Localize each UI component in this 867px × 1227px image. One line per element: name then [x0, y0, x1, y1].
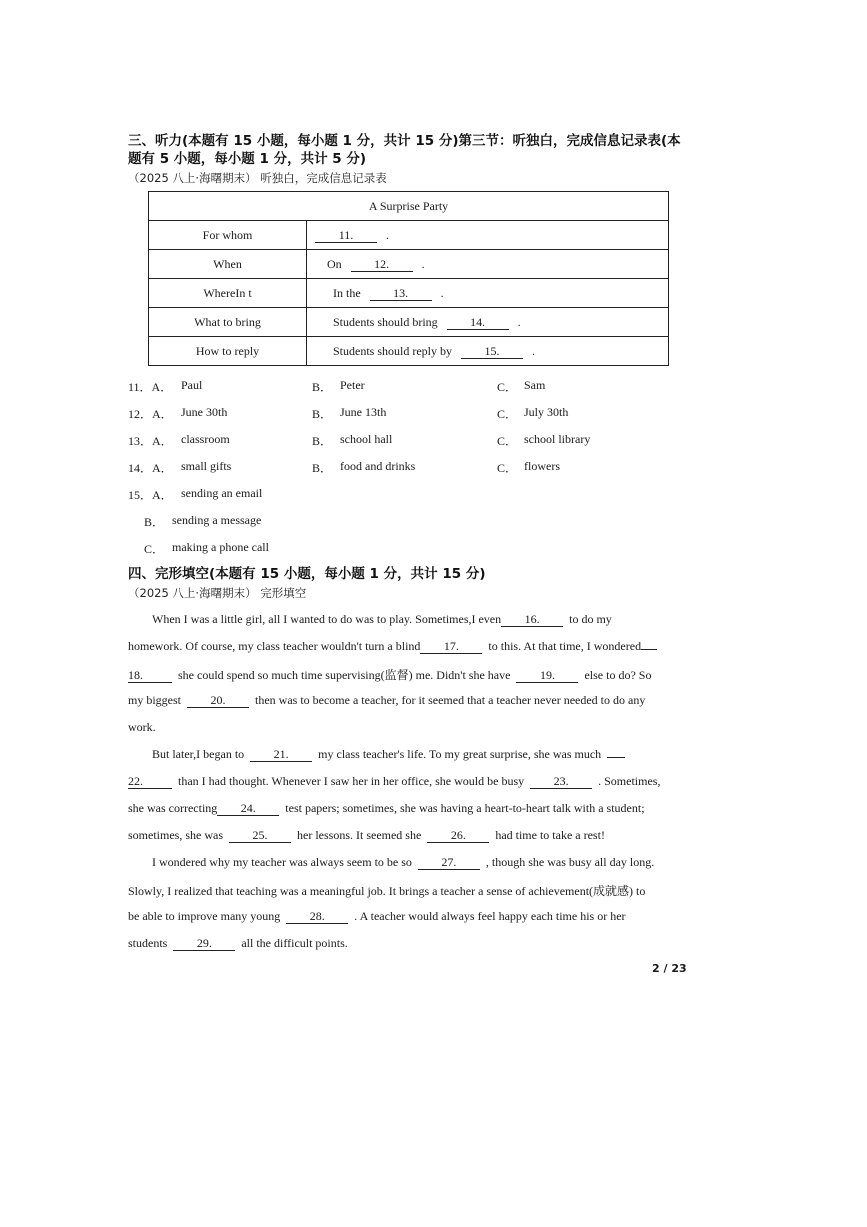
passage-text: she could spend so much time supervising(监督) me. Didn't she have — [178, 668, 511, 682]
question-13-option-c[interactable]: school library — [524, 432, 591, 446]
passage-line — [128, 801, 645, 816]
passage-text: students — [128, 936, 168, 950]
passage-line — [128, 639, 657, 654]
answer-blank[interactable]: 15. — [461, 345, 523, 359]
answer-blank[interactable]: 20. — [187, 694, 249, 708]
passage-text: , though she was busy all day long. — [485, 855, 655, 869]
question-11-option-b-label: B． — [312, 380, 333, 394]
passage-text: my class teacher's life. To my great surprise, she was much — [318, 747, 602, 761]
question-12-number: 12．A． — [128, 407, 173, 421]
row-label: What to bring — [149, 308, 307, 337]
answer-blank[interactable]: 21. — [250, 748, 312, 762]
row-suffix: . — [517, 314, 521, 329]
question-12-option-c-label: C． — [497, 407, 518, 421]
table-row — [149, 250, 669, 279]
answer-blank[interactable]: 19. — [516, 669, 578, 683]
passage-text: else to do? So — [584, 668, 652, 682]
table-row — [149, 308, 669, 337]
question-13-option-b-label: B． — [312, 434, 333, 448]
section3-heading-line1: 三、听力(本题有 15 小题，每小题 1 分，共计 15 分)第三节：听独白，完成信息记录表(本 — [128, 133, 681, 149]
question-13-option-b[interactable]: school hall — [340, 432, 393, 446]
passage-text: then was to become a teacher, for it seemed that a teacher never needed to do any — [255, 693, 646, 707]
answer-blank[interactable]: 28. — [286, 910, 348, 924]
passage-text: to do my — [569, 612, 612, 626]
passage-text: When I was a little girl, all I wanted to do was to play. Sometimes,I even — [152, 612, 502, 626]
question-13-option-a[interactable]: classroom — [181, 432, 230, 446]
passage-line — [152, 747, 625, 762]
passage-line — [152, 855, 654, 870]
question-11-option-b[interactable]: Peter — [340, 378, 365, 392]
passage-line: Slowly, I realized that teaching was a meaningful job. It brings a teacher a sense of achievement(成就感) to — [128, 884, 646, 898]
row-label: For whom — [149, 221, 307, 250]
section4-source: （2025 八上·海曙期末） 完形填空 — [128, 586, 307, 600]
answer-blank[interactable]: 14. — [447, 316, 509, 330]
passage-text: be able to improve many young — [128, 909, 281, 923]
passage-line — [128, 774, 660, 789]
answer-blank[interactable]: 29. — [173, 937, 235, 951]
passage-text: I wondered why my teacher was always seem to be so — [152, 855, 412, 869]
question-12-option-b[interactable]: June 13th — [340, 405, 387, 419]
question-14-option-c[interactable]: flowers — [524, 459, 560, 473]
answer-blank[interactable]: 11. — [315, 229, 377, 243]
question-15-option-b-label: B． — [144, 515, 165, 529]
passage-text: my biggest — [128, 693, 181, 707]
passage-text: sometimes, she was — [128, 828, 223, 842]
table-row — [149, 279, 669, 308]
passage-text: . Sometimes, — [598, 774, 661, 788]
row-prefix: In the — [333, 285, 361, 300]
row-label: WhereIn t — [149, 279, 307, 308]
question-13-number: 13．A． — [128, 434, 173, 448]
question-12-option-c[interactable]: July 30th — [524, 405, 569, 419]
row-suffix: . — [440, 285, 444, 300]
question-11-option-a[interactable]: Paul — [181, 378, 203, 392]
table-row — [149, 337, 669, 366]
question-11-option-c[interactable]: Sam — [524, 378, 546, 392]
question-14-option-a[interactable]: small gifts — [181, 459, 232, 473]
question-15-number: 15．A． — [128, 488, 173, 502]
passage-line — [128, 828, 605, 843]
answer-blank[interactable]: 26. — [427, 829, 489, 843]
question-13-option-c-label: C． — [497, 434, 518, 448]
answer-blank-start — [607, 757, 625, 758]
passage-text: But later,I began to — [152, 747, 245, 761]
question-15-option-c[interactable]: making a phone call — [172, 540, 269, 554]
answer-blank[interactable]: 18. — [128, 669, 172, 683]
passage-line — [152, 612, 612, 627]
info-record-table — [148, 191, 669, 366]
passage-text: than I had thought. Whenever I saw her in her office, she would be busy — [178, 774, 525, 788]
answer-blank[interactable]: 27. — [418, 856, 480, 870]
section4-heading: 四、完形填空(本题有 15 小题，每小题 1 分，共计 15 分) — [128, 566, 486, 582]
row-suffix: . — [386, 227, 389, 242]
passage-line — [128, 936, 348, 951]
answer-blank[interactable]: 12. — [351, 258, 413, 272]
row-label: How to reply — [149, 337, 307, 366]
passage-text: all the difficult points. — [241, 936, 348, 950]
answer-blank[interactable]: 16. — [501, 613, 563, 627]
passage-line: work. — [128, 720, 156, 734]
row-prefix: Students should reply by — [333, 343, 452, 358]
answer-blank-start — [641, 649, 657, 650]
section3-source: （2025 八上·海曙期末） 听独白，完成信息记录表 — [128, 171, 387, 185]
question-14-number: 14．A． — [128, 461, 173, 475]
table-title: A Surprise Party — [149, 192, 669, 221]
question-12-option-b-label: B． — [312, 407, 333, 421]
row-prefix: Students should bring — [333, 314, 438, 329]
passage-text: test papers; sometimes, she was having a heart-to-heart talk with a student; — [285, 801, 645, 815]
answer-blank[interactable]: 25. — [229, 829, 291, 843]
passage-text: to this. At that time, I wondered — [488, 639, 642, 653]
row-label: When — [149, 250, 307, 279]
question-14-option-b-label: B． — [312, 461, 333, 475]
question-12-option-a[interactable]: June 30th — [181, 405, 228, 419]
question-14-option-c-label: C． — [497, 461, 518, 475]
passage-line — [128, 693, 645, 708]
answer-blank[interactable]: 23. — [530, 775, 592, 789]
passage-text: . A teacher would always feel happy each time his or her — [354, 909, 626, 923]
answer-blank[interactable]: 17. — [420, 640, 482, 654]
answer-blank[interactable]: 13. — [370, 287, 432, 301]
page-number: 2 / 23 — [652, 962, 687, 975]
passage-text: homework. Of course, my class teacher wouldn't turn a blind — [128, 639, 421, 653]
question-15-option-c-label: C． — [144, 542, 165, 556]
row-suffix: . — [532, 343, 535, 358]
question-15-option-a[interactable]: sending an email — [181, 486, 263, 500]
passage-text: her lessons. It seemed she — [297, 828, 422, 842]
passage-line — [128, 909, 626, 924]
question-14-option-b[interactable]: food and drinks — [340, 459, 416, 473]
row-suffix: . — [421, 256, 425, 271]
question-11-option-c-label: C． — [497, 380, 518, 394]
passage-line — [128, 666, 651, 683]
row-prefix: On — [327, 256, 342, 271]
answer-blank[interactable]: 24. — [217, 802, 279, 816]
question-15-option-b[interactable]: sending a message — [172, 513, 262, 527]
section3-heading-line2: 题有 5 小题，每小题 1 分，共计 5 分) — [128, 151, 367, 167]
passage-text: she was correcting — [128, 801, 218, 815]
passage-text: had time to take a rest! — [495, 828, 605, 842]
answer-blank[interactable]: 22. — [128, 775, 172, 789]
table-row — [149, 221, 669, 250]
question-11-number: 11．A． — [128, 380, 173, 394]
